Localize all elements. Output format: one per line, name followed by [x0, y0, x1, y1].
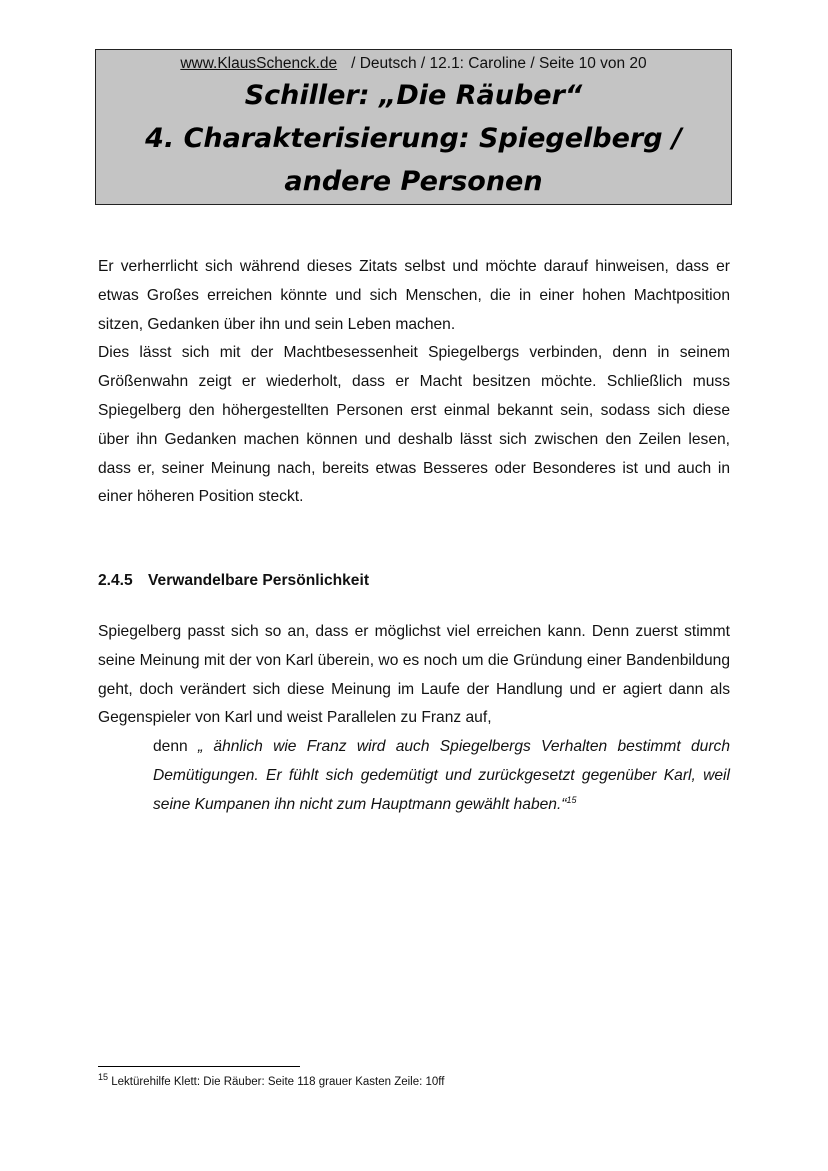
intro-paragraphs	[98, 253, 730, 512]
breadcrumb: / Deutsch / 12.1: Caroline / Seite 10 von 20	[351, 55, 647, 72]
block-quote	[153, 733, 730, 819]
paragraph-1: Er verherrlicht sich während dieses Zitats selbst und möchte darauf hinweisen, dass er etwas Großes erreichen könnte und sich Menschen, die in einer hohen Machtposition sitzen, Gedanken über ihn und sein Leben machen.	[98, 258, 730, 333]
quote-text: „ ähnlich wie Franz wird auch Spiegelbergs Verhalten bestimmt durch Demütigungen. Er fühlt sich gedemütigt und zurückgesetzt gegenüber Karl, weil seine Kumpanen ihn nicht zum Hauptmann gewählt haben.“	[153, 738, 730, 813]
footnote-text: Lektürehilfe Klett: Die Räuber: Seite 118 grauer Kasten Zeile: 10ff	[111, 1076, 445, 1088]
paragraph-3: Spiegelberg passt sich so an, dass er möglichst viel erreichen kann. Denn zuerst stimmt seine Meinung mit der von Karl überein, wo es noch um die Gründung einer Bandenbildung geht, doch verändert sich diese Meinung im Laufe der Handlung und er agiert dann als Gegenspieler von Karl und weist Parallelen zu Franz auf,	[98, 623, 730, 727]
section-number: 2.4.5	[98, 572, 133, 589]
page-title-line-1: Schiller: „Die Räuber“	[244, 80, 583, 111]
header-meta-line	[96, 54, 731, 74]
section-title: Verwandelbare Persönlichkeit	[148, 572, 370, 589]
footnote-divider	[98, 1066, 300, 1067]
page-title-line-2: 4. Charakterisierung: Spiegelberg /	[145, 123, 682, 154]
page-title-line-3: andere Personen	[284, 166, 543, 197]
footnote-ref[interactable]: 15	[566, 794, 577, 805]
quote-lead: denn	[153, 738, 188, 755]
header-box	[95, 49, 732, 205]
section-heading	[98, 572, 369, 590]
footnote	[98, 1072, 445, 1088]
paragraph-2: Dies lässt sich mit der Machtbesessenheit Spiegelbergs verbinden, denn in seinem Größenwahn zeigt er wiederholt, dass er Macht besitzen möchte. Schließlich muss Spiegelberg den höhergestellten Personen erst einmal bekannt sein, sodass sich diese über ihn Gedanken machen können und deshalb lässt sich zwischen den Zeilen lesen, dass er, seiner Meinung nach, bereits etwas Besseres oder Besonderes ist und auch in einer höheren Position steckt.	[98, 344, 730, 506]
footnote-number: 15	[98, 1072, 109, 1083]
website-link[interactable]: www.KlausSchenck.de	[180, 55, 338, 72]
